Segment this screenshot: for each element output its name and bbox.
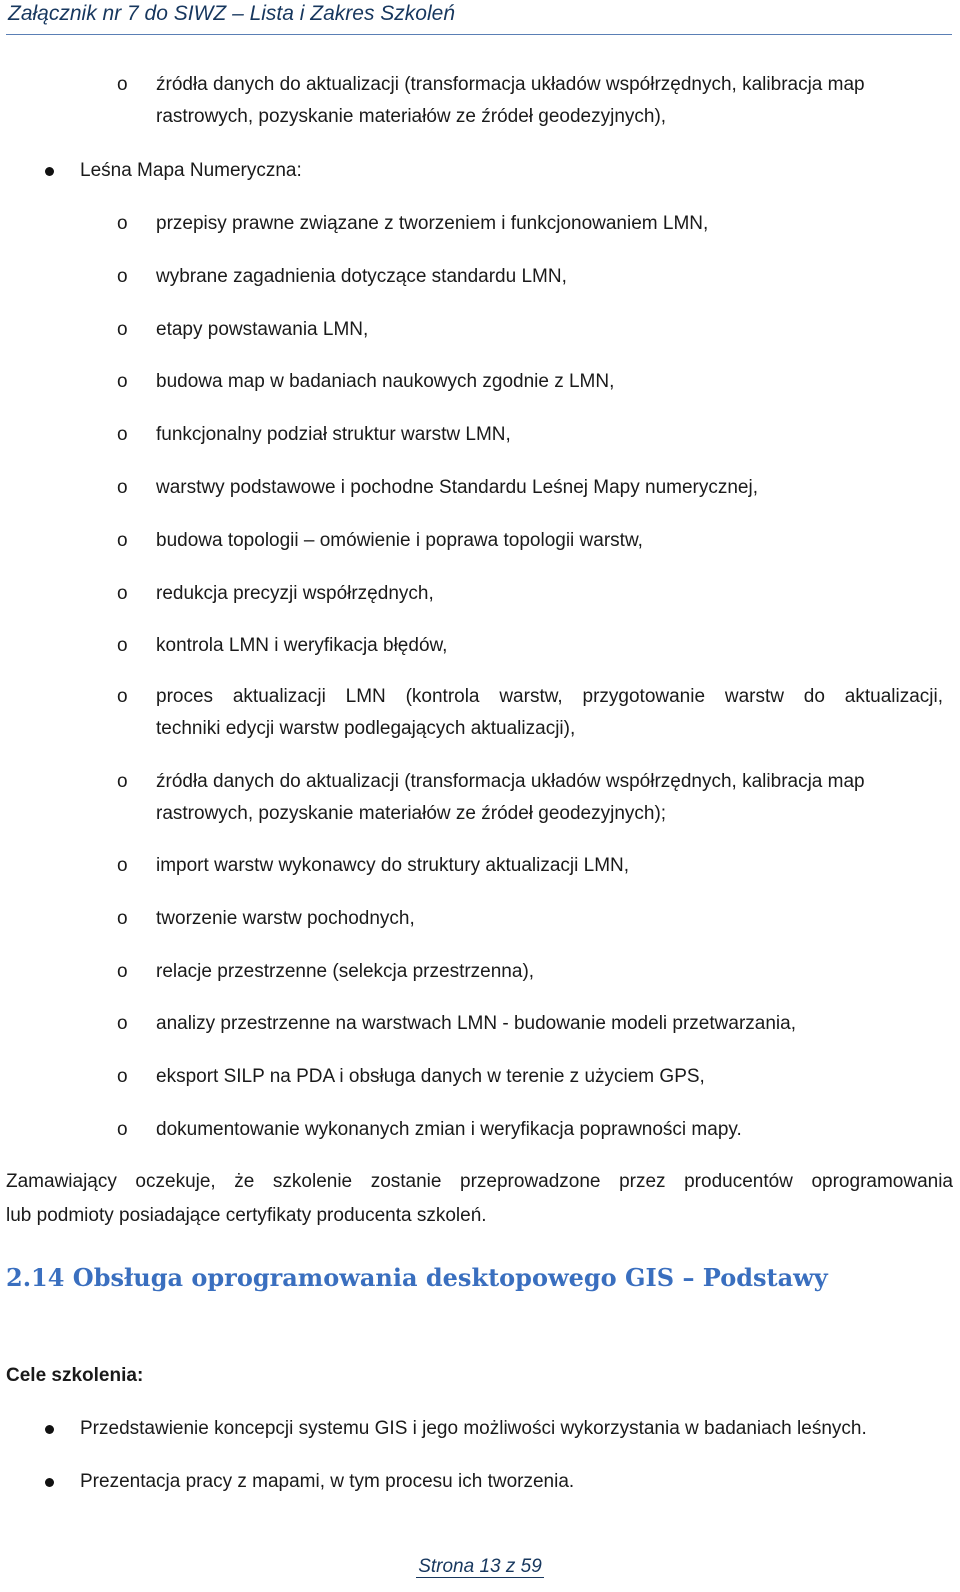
list-item-line: rastrowych, pozyskanie materiałów ze źródeł geodezyjnych);	[156, 803, 667, 824]
page-header	[6, 0, 952, 35]
sub-bullet-marker: o	[117, 318, 128, 340]
list-item: import warstw wykonawcy do struktury aktualizacji LMN,	[156, 855, 630, 876]
list-item: eksport SILP na PDA i obsługa danych w terenie z użyciem GPS,	[156, 1066, 705, 1088]
sub-bullet-marker: o	[117, 477, 128, 498]
lmn-heading: Leśna Mapa Numeryczna:	[80, 160, 302, 181]
sub-bullet-marker: o	[117, 855, 128, 876]
goal-item: Przedstawienie koncepcji systemu GIS i jego możliwości wykorzystania w badaniach leśnych.	[80, 1418, 867, 1439]
list-item: warstwy podstawowe i pochodne Standardu Leśnej Mapy numerycznej,	[156, 477, 758, 498]
paragraph-line: lub podmioty posiadające certyfikaty producenta szkoleń.	[6, 1205, 487, 1226]
sub-bullet-marker: o	[117, 1119, 128, 1140]
list-item: przepisy prawne związane z tworzeniem i funkcjonowaniem LMN,	[156, 213, 709, 234]
sub-bullet-marker: o	[117, 529, 128, 551]
goals-label: Cele szkolenia:	[6, 1365, 144, 1386]
sub-bullet-marker: o	[117, 635, 128, 657]
sub-bullet-marker: o	[117, 686, 128, 707]
list-item: budowa map w badaniach naukowych zgodnie z LMN,	[156, 371, 615, 393]
sub-bullet-marker: o	[117, 960, 128, 982]
goal-item: Prezentacja pracy z mapami, w tym procesu ich tworzenia.	[80, 1471, 575, 1492]
page-footer	[0, 1556, 960, 1578]
list-item: budowa topologii – omówienie i poprawa topologii warstw,	[156, 529, 643, 551]
section-title: 2.14 Obsługa oprogramowania desktopowego GIS – Podstawy	[6, 1263, 828, 1292]
list-item-line: techniki edycji warstw podlegających aktualizacji),	[156, 718, 576, 739]
sub-bullet-marker: o	[117, 1013, 128, 1035]
list-item-line: źródła danych do aktualizacji (transformacja układów współrzędnych, kalibracja map	[156, 771, 865, 792]
bullet-dot-icon	[45, 167, 54, 176]
sub-bullet-marker: o	[117, 907, 128, 929]
list-item: funkcjonalny podział struktur warstw LMN,	[156, 424, 511, 446]
list-item: etapy powstawania LMN,	[156, 318, 369, 340]
sub-bullet-marker: o	[117, 1066, 128, 1088]
list-item: tworzenie warstw pochodnych,	[156, 907, 415, 929]
sub-bullet-marker: o	[117, 371, 128, 393]
header-title: Załącznik nr 7 do SIWZ – Lista i Zakres Szkoleń	[8, 2, 455, 25]
sub-bullet-marker: o	[117, 213, 128, 234]
sub-bullet-marker: o	[117, 582, 128, 604]
paragraph-line: Zamawiający oczekuje, że szkolenie zostanie przeprowadzone przez producentów oprogramowania	[6, 1171, 953, 1192]
sub-bullet-marker: o	[117, 771, 128, 792]
bullet-dot-icon	[45, 1478, 54, 1487]
bullet-dot-icon	[45, 1425, 54, 1434]
page-number: Strona 13 z 59	[418, 1556, 542, 1577]
list-item: relacje przestrzenne (selekcja przestrzenna),	[156, 960, 535, 982]
list-item: dokumentowanie wykonanych zmian i weryfikacja poprawności mapy.	[156, 1119, 742, 1140]
list-item: redukcja precyzji współrzędnych,	[156, 582, 434, 604]
list-item: analizy przestrzenne na warstwach LMN - budowanie modeli przetwarzania,	[156, 1013, 796, 1035]
list-item-line: proces aktualizacji LMN (kontrola warstw, przygotowanie warstw do aktualizacji,	[156, 686, 943, 707]
list-item: kontrola LMN i weryfikacja błędów,	[156, 635, 448, 657]
sub-bullet-marker: o	[117, 265, 128, 287]
sub-bullet-marker: o	[117, 424, 128, 446]
sub-bullet-marker: o	[117, 74, 128, 95]
list-item-line: źródła danych do aktualizacji (transformacja układów współrzędnych, kalibracja map	[156, 74, 865, 95]
list-item: wybrane zagadnienia dotyczące standardu LMN,	[156, 265, 567, 287]
list-item-line: rastrowych, pozyskanie materiałów ze źródeł geodezyjnych),	[156, 106, 667, 127]
